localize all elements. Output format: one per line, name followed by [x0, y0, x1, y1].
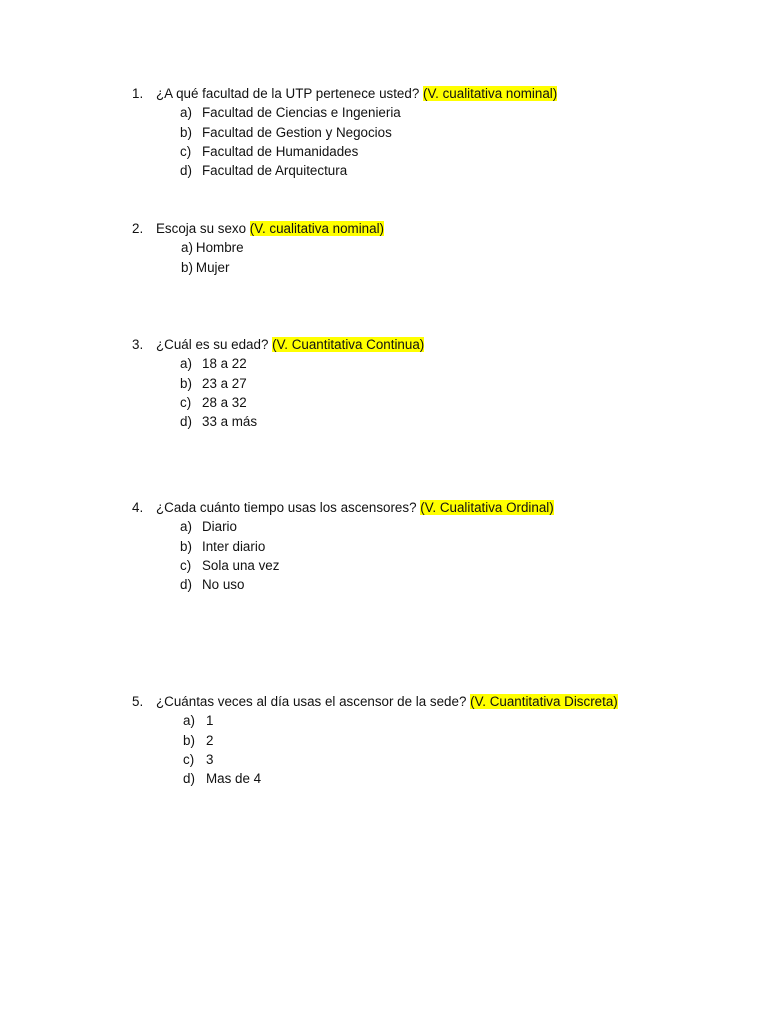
- option-c: [132, 142, 557, 161]
- option-label: b): [180, 538, 192, 554]
- option-text: Facultad de Ciencias e Ingenieria: [202, 105, 401, 121]
- option-label: b): [183, 732, 195, 748]
- option-label: a): [180, 105, 192, 121]
- question-5-heading: [132, 692, 618, 711]
- option-label: c): [180, 557, 192, 573]
- option-text: Hombre: [195, 240, 244, 256]
- variable-type-tag: (V. cualitativa nominal): [249, 221, 385, 236]
- question-4: [132, 498, 554, 594]
- option-text: 1: [206, 713, 214, 729]
- option-a: [132, 517, 554, 536]
- option-text: 3: [206, 751, 214, 767]
- question-1-heading: [132, 84, 557, 103]
- option-b: [132, 258, 384, 277]
- question-text: ¿Cuántas veces al día usas el ascensor de la sede?: [156, 694, 471, 709]
- option-label: b): [180, 124, 192, 140]
- question-text: ¿Cada cuánto tiempo usas los ascensores?: [156, 500, 421, 515]
- option-c: [132, 750, 618, 769]
- option-text: Diario: [202, 519, 237, 535]
- option-text: No uso: [202, 577, 245, 593]
- option-a: [132, 238, 384, 257]
- option-a: [132, 354, 424, 373]
- option-text: Sola una vez: [202, 557, 280, 573]
- option-label: a): [180, 356, 192, 372]
- option-b: [132, 123, 557, 142]
- option-text: Mas de 4: [206, 771, 262, 787]
- option-label: d): [183, 771, 195, 787]
- option-text: Facultad de Arquitectura: [202, 163, 348, 179]
- option-a: [132, 711, 618, 730]
- option-label: b): [180, 375, 192, 391]
- option-text: Mujer: [195, 259, 230, 275]
- question-2-heading: [132, 219, 384, 238]
- question-number: 3.: [132, 337, 144, 352]
- option-a: [132, 103, 557, 122]
- option-text: 2: [206, 732, 214, 748]
- question-4-heading: [132, 498, 554, 517]
- option-b: [132, 374, 424, 393]
- question-3: [132, 335, 424, 431]
- option-text: 23 a 27: [202, 375, 247, 391]
- variable-type-tag: (V. Cuantitativa Discreta): [470, 694, 618, 709]
- option-b: [132, 537, 554, 556]
- option-label: d): [180, 414, 192, 430]
- question-2: [132, 219, 384, 277]
- option-label: a): [183, 713, 195, 729]
- question-text: ¿Cuál es su edad?: [156, 337, 273, 352]
- variable-type-tag: (V. cualitativa nominal): [423, 86, 558, 101]
- question-text: Escoja su sexo: [156, 221, 250, 236]
- option-label: a): [181, 240, 193, 256]
- option-label: c): [183, 751, 195, 767]
- option-text: Facultad de Humanidades: [202, 143, 359, 159]
- question-1: [132, 84, 557, 180]
- option-d: [132, 161, 557, 180]
- option-text: 18 a 22: [202, 356, 247, 372]
- option-label: d): [180, 577, 192, 593]
- option-d: [132, 575, 554, 594]
- question-number: 1.: [132, 86, 144, 101]
- question-text: ¿A qué facultad de la UTP pertenece usted?: [156, 86, 423, 101]
- variable-type-tag: (V. Cualitativa Ordinal): [420, 500, 554, 515]
- option-text: Facultad de Gestion y Negocios: [202, 124, 392, 140]
- option-d: [132, 412, 424, 431]
- question-3-heading: [132, 335, 424, 354]
- option-label: a): [180, 519, 192, 535]
- question-5: [132, 692, 618, 788]
- option-label: c): [180, 394, 192, 410]
- option-c: [132, 393, 424, 412]
- question-number: 5.: [132, 694, 144, 709]
- option-label: b): [181, 259, 193, 275]
- question-number: 2.: [132, 221, 144, 236]
- option-text: 28 a 32: [202, 394, 247, 410]
- option-b: [132, 731, 618, 750]
- option-d: [132, 769, 618, 788]
- option-text: Inter diario: [202, 538, 266, 554]
- option-label: c): [180, 143, 192, 159]
- option-text: 33 a más: [202, 414, 258, 430]
- variable-type-tag: (V. Cuantitativa Continua): [272, 337, 425, 352]
- option-c: [132, 556, 554, 575]
- option-label: d): [180, 163, 192, 179]
- question-number: 4.: [132, 500, 144, 515]
